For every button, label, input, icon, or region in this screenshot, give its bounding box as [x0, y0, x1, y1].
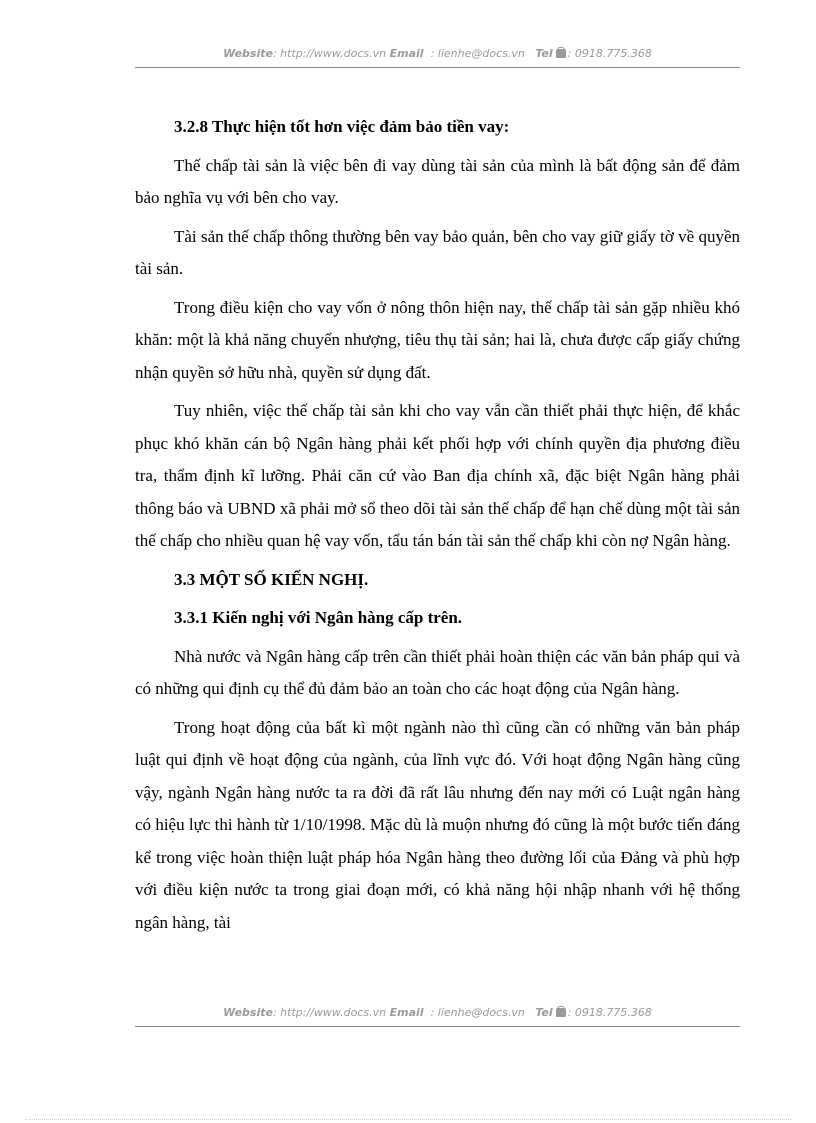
- paragraph: Tuy nhiên, việc thế chấp tài sản khi cho vay vẫn cần thiết phải thực hiện, để khắc phục khó khăn cán bộ Ngân hàng phải kết phối hợp với chính quyền địa phương điều tra, thẩm định kĩ lưỡng. Phải căn cứ vào Ban địa chính xã, đặc biệt Ngân hàng phải thông báo và UBND xã phải mở sổ theo dõi tài sản thế chấp để hạn chế dùng một tài sản thế chấp cho nhiều quan hệ vay vốn, tẩu tán bán tài sản thế chấp khi còn nợ Ngân hàng.: [135, 401, 740, 550]
- section-heading-3-3-1: 3.3.1 Kiến nghị với Ngân hàng cấp trên.: [174, 608, 463, 627]
- paragraph: Trong hoạt động của bất kì một ngành nào thì cũng cần có những văn bản pháp luật qui định về hoạt động của ngành, của lĩnh vực đó. Với hoạt động Ngân hàng cũng vậy, ngành Ngân hàng nước ta ra đời đã rất lâu nhưng đến nay mới có Luật ngân hàng có hiệu lực thi hành từ 1/10/1998. Mặc dù là muộn nhưng đó cũng là một bước tiến đáng kể trong việc hoàn thiện luật pháp hóa Ngân hàng theo đường lối của Đảng và phù hợp với điều kiện nước ta trong giai đoạn mới, có khả năng hội nhập nhanh với hệ thống ngân hàng, tài: [135, 717, 740, 932]
- tel-label: Tel: [535, 1006, 553, 1019]
- phone-icon: [556, 49, 566, 58]
- tel-value: : 0918.775.368: [567, 47, 652, 60]
- section-heading-3-2-8: 3.2.8 Thực hiện tốt hơn việc đảm bảo tiền vay:: [174, 117, 510, 136]
- page-header: [135, 45, 740, 68]
- page-footer: [135, 1004, 740, 1027]
- website-value: : http://www.docs.vn: [272, 1006, 387, 1019]
- paragraph: Nhà nước và Ngân hàng cấp trên cần thiết phải hoàn thiện các văn bản pháp qui và có những qui định cụ thể đủ đảm bảo an toàn cho các hoạt động của Ngân hàng.: [135, 646, 740, 698]
- website-value: : http://www.docs.vn: [272, 47, 387, 60]
- tel-value: : 0918.775.368: [567, 1006, 652, 1019]
- website-label: Website: [223, 47, 273, 60]
- paragraph: Trong điều kiện cho vay vốn ở nông thôn hiện nay, thế chấp tài sản gặp nhiều khó khăn: một là khả năng chuyển nhượng, tiêu thụ tài sản; hai là, chưa được cấp giấy chứng nhận quyền sở hữu nhà, quyền sử dụng đất.: [135, 297, 740, 382]
- email-label: Email: [389, 47, 424, 60]
- page-break-divider: [25, 1119, 791, 1120]
- paragraph: Thế chấp tài sản là việc bên đi vay dùng tài sản của mình là bất động sản để đảm bảo nghĩa vụ với bên cho vay.: [135, 155, 740, 207]
- email-value: : lienhe@docs.vn: [430, 1006, 525, 1019]
- phone-icon: [556, 1008, 566, 1017]
- email-value: : lienhe@docs.vn: [430, 47, 525, 60]
- email-label: Email: [389, 1006, 424, 1019]
- section-heading-3-3: 3.3 MỘT SỐ KIẾN NGHỊ.: [174, 569, 369, 589]
- document-body: [135, 111, 740, 945]
- tel-label: Tel: [535, 47, 553, 60]
- website-label: Website: [223, 1006, 273, 1019]
- paragraph: Tài sản thế chấp thông thường bên vay bảo quản, bên cho vay giữ giấy tờ về quyền tài sản.: [135, 226, 740, 278]
